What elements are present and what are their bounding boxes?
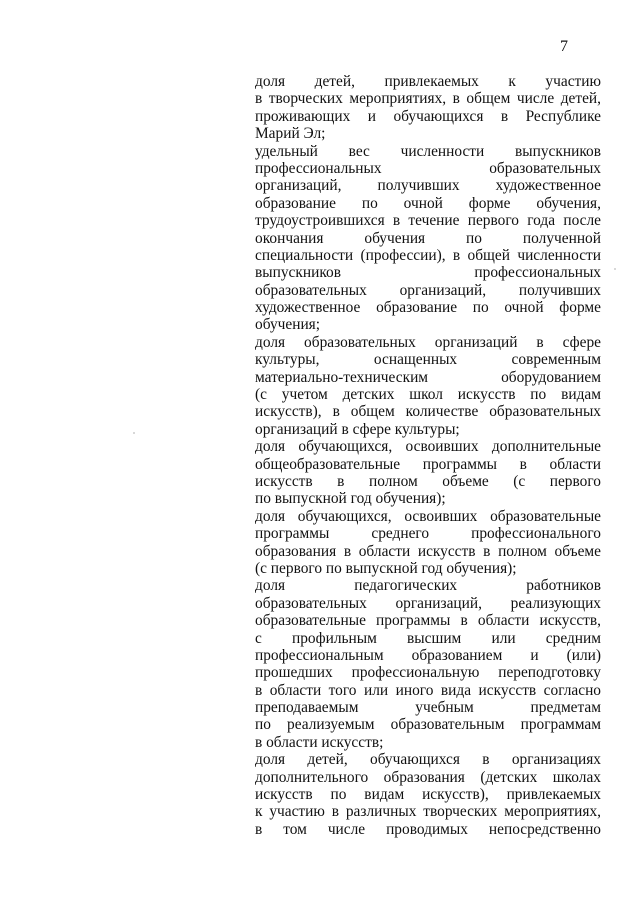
text-line: по выпускной год обучения); bbox=[255, 490, 446, 508]
text-line: доля обучающихся, освоивших образовательные bbox=[255, 507, 601, 525]
text-line: художественное образование по очной форме bbox=[255, 299, 601, 317]
page-number: 7 bbox=[560, 38, 568, 55]
text-line: специальности (профессии), в общей численности bbox=[255, 246, 601, 264]
text-line: организаций, получивших художественное bbox=[255, 177, 601, 195]
text-line: в области того или иного вида искусств согласно bbox=[255, 681, 601, 699]
scan-speck bbox=[133, 432, 135, 434]
text-line: трудоустроившихся в течение первого года после bbox=[255, 212, 601, 230]
text-line: по реализуемым образовательным программам bbox=[255, 716, 601, 734]
text-line: общеобразовательные программы в области bbox=[255, 455, 601, 473]
text-line: в области искусств; bbox=[255, 733, 384, 751]
text-line: организаций в сфере культуры; bbox=[255, 420, 460, 438]
text-line: Марий Эл; bbox=[255, 125, 326, 143]
paragraph bbox=[255, 143, 601, 334]
text-line: дополнительного образования (детских школах bbox=[255, 768, 601, 786]
paragraph bbox=[255, 73, 601, 143]
text-line: проживающих и обучающихся в Республике bbox=[255, 107, 601, 125]
text-line: образовательных организаций, реализующих bbox=[255, 594, 601, 612]
text-line: культуры, оснащенных современным bbox=[255, 351, 601, 369]
document-body bbox=[255, 73, 601, 838]
paragraph bbox=[255, 334, 601, 438]
text-line: программы среднего профессионального bbox=[255, 525, 601, 543]
text-line: образовательные программы в области искусств, bbox=[255, 612, 601, 630]
text-line: доля детей, обучающихся в организациях bbox=[255, 751, 601, 769]
text-line: преподаваемым учебным предметам bbox=[255, 699, 601, 717]
text-line: доля обучающихся, освоивших дополнительные bbox=[255, 438, 601, 456]
text-line: (с первого по выпускной год обучения); bbox=[255, 559, 517, 577]
text-line: образовательных организаций, получивших bbox=[255, 281, 601, 299]
text-line: окончания обучения по полученной bbox=[255, 229, 601, 247]
text-line: образование по очной форме обучения, bbox=[255, 194, 601, 212]
text-line: образования в области искусств в полном объеме bbox=[255, 542, 601, 560]
text-line: в творческих мероприятиях, в общем числе детей, bbox=[255, 90, 601, 108]
text-line: удельный вес численности выпускников bbox=[255, 142, 601, 160]
text-line: профессиональных образовательных bbox=[255, 159, 601, 177]
text-line: к участию в различных творческих мероприятиях, bbox=[255, 803, 601, 821]
paragraph bbox=[255, 751, 601, 838]
paragraph bbox=[255, 438, 601, 508]
text-line: прошедших профессиональную переподготовку bbox=[255, 664, 601, 682]
paragraph bbox=[255, 508, 601, 578]
text-line: доля образовательных организаций в сфере bbox=[255, 333, 601, 351]
text-line: (с учетом детских школ искусств по видам bbox=[255, 386, 601, 404]
text-line: профессиональным образованием и (или) bbox=[255, 646, 601, 664]
text-line: искусств), в общем количестве образовательных bbox=[255, 403, 601, 421]
text-line: выпускников профессиональных bbox=[255, 264, 601, 282]
scan-speck bbox=[614, 268, 616, 270]
text-line: доля педагогических работников bbox=[255, 577, 601, 595]
text-line: искусств в полном объеме (с первого bbox=[255, 472, 601, 490]
paragraph bbox=[255, 577, 601, 751]
text-line: доля детей, привлекаемых к участию bbox=[255, 73, 601, 90]
text-line: материально-техническим оборудованием bbox=[255, 368, 601, 386]
text-line: искусств по видам искусств), привлекаемых bbox=[255, 786, 601, 804]
text-line: с профильным высшим или средним bbox=[255, 629, 601, 647]
text-line: в том числе проводимых непосредственно bbox=[255, 820, 601, 838]
text-line: обучения; bbox=[255, 316, 321, 334]
